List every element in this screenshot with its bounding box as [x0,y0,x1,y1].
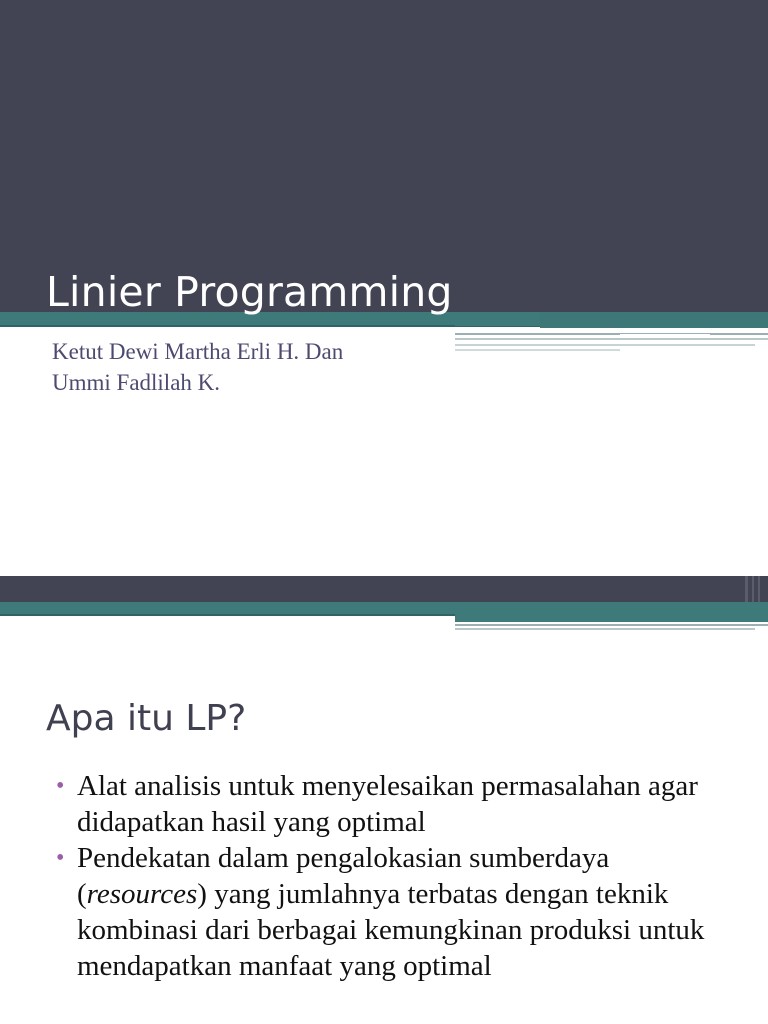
bullet-list [54,768,744,984]
bullet-text-italic: resources [86,878,198,910]
list-item [54,840,744,984]
bullet-dot-icon: • [56,845,65,871]
subtitle-line: Ketut Dewi Martha Erli H. Dan [52,339,344,364]
bullet-dot-icon: • [56,773,65,799]
subtitle-line: Ummi Fadlilah K. [52,370,221,395]
bullet-text [77,842,704,982]
teal-stripe-decoration [0,576,768,636]
list-item [54,768,744,840]
bullet-text: Alat analisis untuk menyelesaikan permasalahan agar didapatkan hasil yang optimal [77,770,698,838]
slide-subtitle [52,336,442,398]
slide-title: Apa itu LP? [46,698,247,739]
content-slide [0,576,768,1024]
bullet-text-part: Pendekatan dalam pengalokasian sumberdaya ( [77,842,610,910]
slide-title: Linier Programming [46,268,453,316]
bullet-text-part: ) yang jumlahnya terbatas dengan teknik kombinasi dari berbagai kemungkinan produksi untuk mendapatkan manfaat yang optimal [77,878,705,982]
